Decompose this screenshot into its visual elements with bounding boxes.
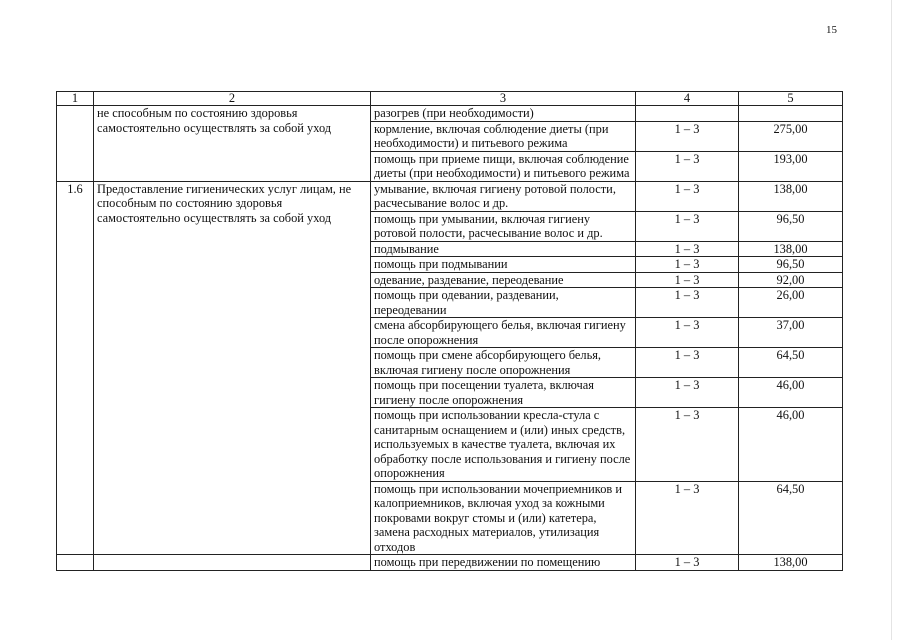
service-name: одевание, раздевание, переодевание: [371, 272, 636, 288]
service-name: помощь при приеме пищи, включая соблюдение диеты (при необходимости) и питьевого режима: [371, 151, 636, 181]
row-number: 1.6: [57, 181, 94, 555]
service-name: помощь при передвижении по помещению: [371, 555, 636, 571]
header-col-2: 2: [94, 92, 371, 106]
price: 46,00: [739, 408, 843, 482]
frequency: 1 – 3: [636, 288, 739, 318]
frequency: 1 – 3: [636, 181, 739, 211]
frequency: 1 – 3: [636, 241, 739, 257]
service-name: помощь при подмывании: [371, 257, 636, 273]
frequency: 1 – 3: [636, 378, 739, 408]
price: 193,00: [739, 151, 843, 181]
table-row: [57, 555, 843, 571]
service-name: помощь при смене абсорбирующего белья, включая гигиену после опорожнения: [371, 348, 636, 378]
price: 26,00: [739, 288, 843, 318]
service-group: Предоставление гигиенических услуг лицам, не способным по состоянию здоровья самостоятельно осуществлять за собой уход: [94, 181, 371, 555]
service-name: разогрев (при необходимости): [371, 106, 636, 122]
price: 96,50: [739, 257, 843, 273]
price: 275,00: [739, 121, 843, 151]
service-group: не способным по состоянию здоровья самостоятельно осуществлять за собой уход: [94, 106, 371, 182]
frequency: 1 – 3: [636, 211, 739, 241]
row-number: [57, 106, 94, 182]
table-row: [57, 106, 843, 122]
service-name: подмывание: [371, 241, 636, 257]
frequency: 1 – 3: [636, 151, 739, 181]
header-col-3: 3: [371, 92, 636, 106]
page-number: 15: [826, 24, 837, 36]
price: 64,50: [739, 481, 843, 555]
frequency: 1 – 3: [636, 257, 739, 273]
header-col-4: 4: [636, 92, 739, 106]
frequency: 1 – 3: [636, 121, 739, 151]
frequency: 1 – 3: [636, 481, 739, 555]
frequency: 1 – 3: [636, 555, 739, 571]
frequency: 1 – 3: [636, 272, 739, 288]
frequency: 1 – 3: [636, 348, 739, 378]
table-row: [57, 181, 843, 211]
service-name: кормление, включая соблюдение диеты (при необходимости) и питьевого режима: [371, 121, 636, 151]
price: 138,00: [739, 555, 843, 571]
frequency: 1 – 3: [636, 318, 739, 348]
price: 46,00: [739, 378, 843, 408]
service-name: смена абсорбирующего белья, включая гигиену после опорожнения: [371, 318, 636, 348]
price: [739, 106, 843, 122]
header-col-5: 5: [739, 92, 843, 106]
frequency: [636, 106, 739, 122]
service-name: помощь при использовании мочеприемников и калоприемников, включая уход за кожными покровами вокруг стомы и (или) катетера, замена расходных материалов, утилизация отходов: [371, 481, 636, 555]
price: 138,00: [739, 241, 843, 257]
service-group: [94, 555, 371, 571]
tariff-table: [56, 91, 843, 571]
header-row: [57, 92, 843, 106]
price: 138,00: [739, 181, 843, 211]
frequency: 1 – 3: [636, 408, 739, 482]
service-name: помощь при использовании кресла-стула с санитарным оснащением и (или) иных средств, используемых в качестве туалета, включая их обработку после использования и гигиену после опорожнения: [371, 408, 636, 482]
row-number: [57, 555, 94, 571]
service-name: умывание, включая гигиену ротовой полости, расчесывание волос и др.: [371, 181, 636, 211]
scan-edge-line: [891, 0, 892, 640]
service-name: помощь при одевании, раздевании, переодевании: [371, 288, 636, 318]
header-col-1: 1: [57, 92, 94, 106]
tariff-table-wrapper: [56, 91, 843, 571]
price: 92,00: [739, 272, 843, 288]
price: 64,50: [739, 348, 843, 378]
service-name: помощь при умывании, включая гигиену ротовой полости, расчесывание волос и др.: [371, 211, 636, 241]
price: 96,50: [739, 211, 843, 241]
price: 37,00: [739, 318, 843, 348]
service-name: помощь при посещении туалета, включая гигиену после опорожнения: [371, 378, 636, 408]
